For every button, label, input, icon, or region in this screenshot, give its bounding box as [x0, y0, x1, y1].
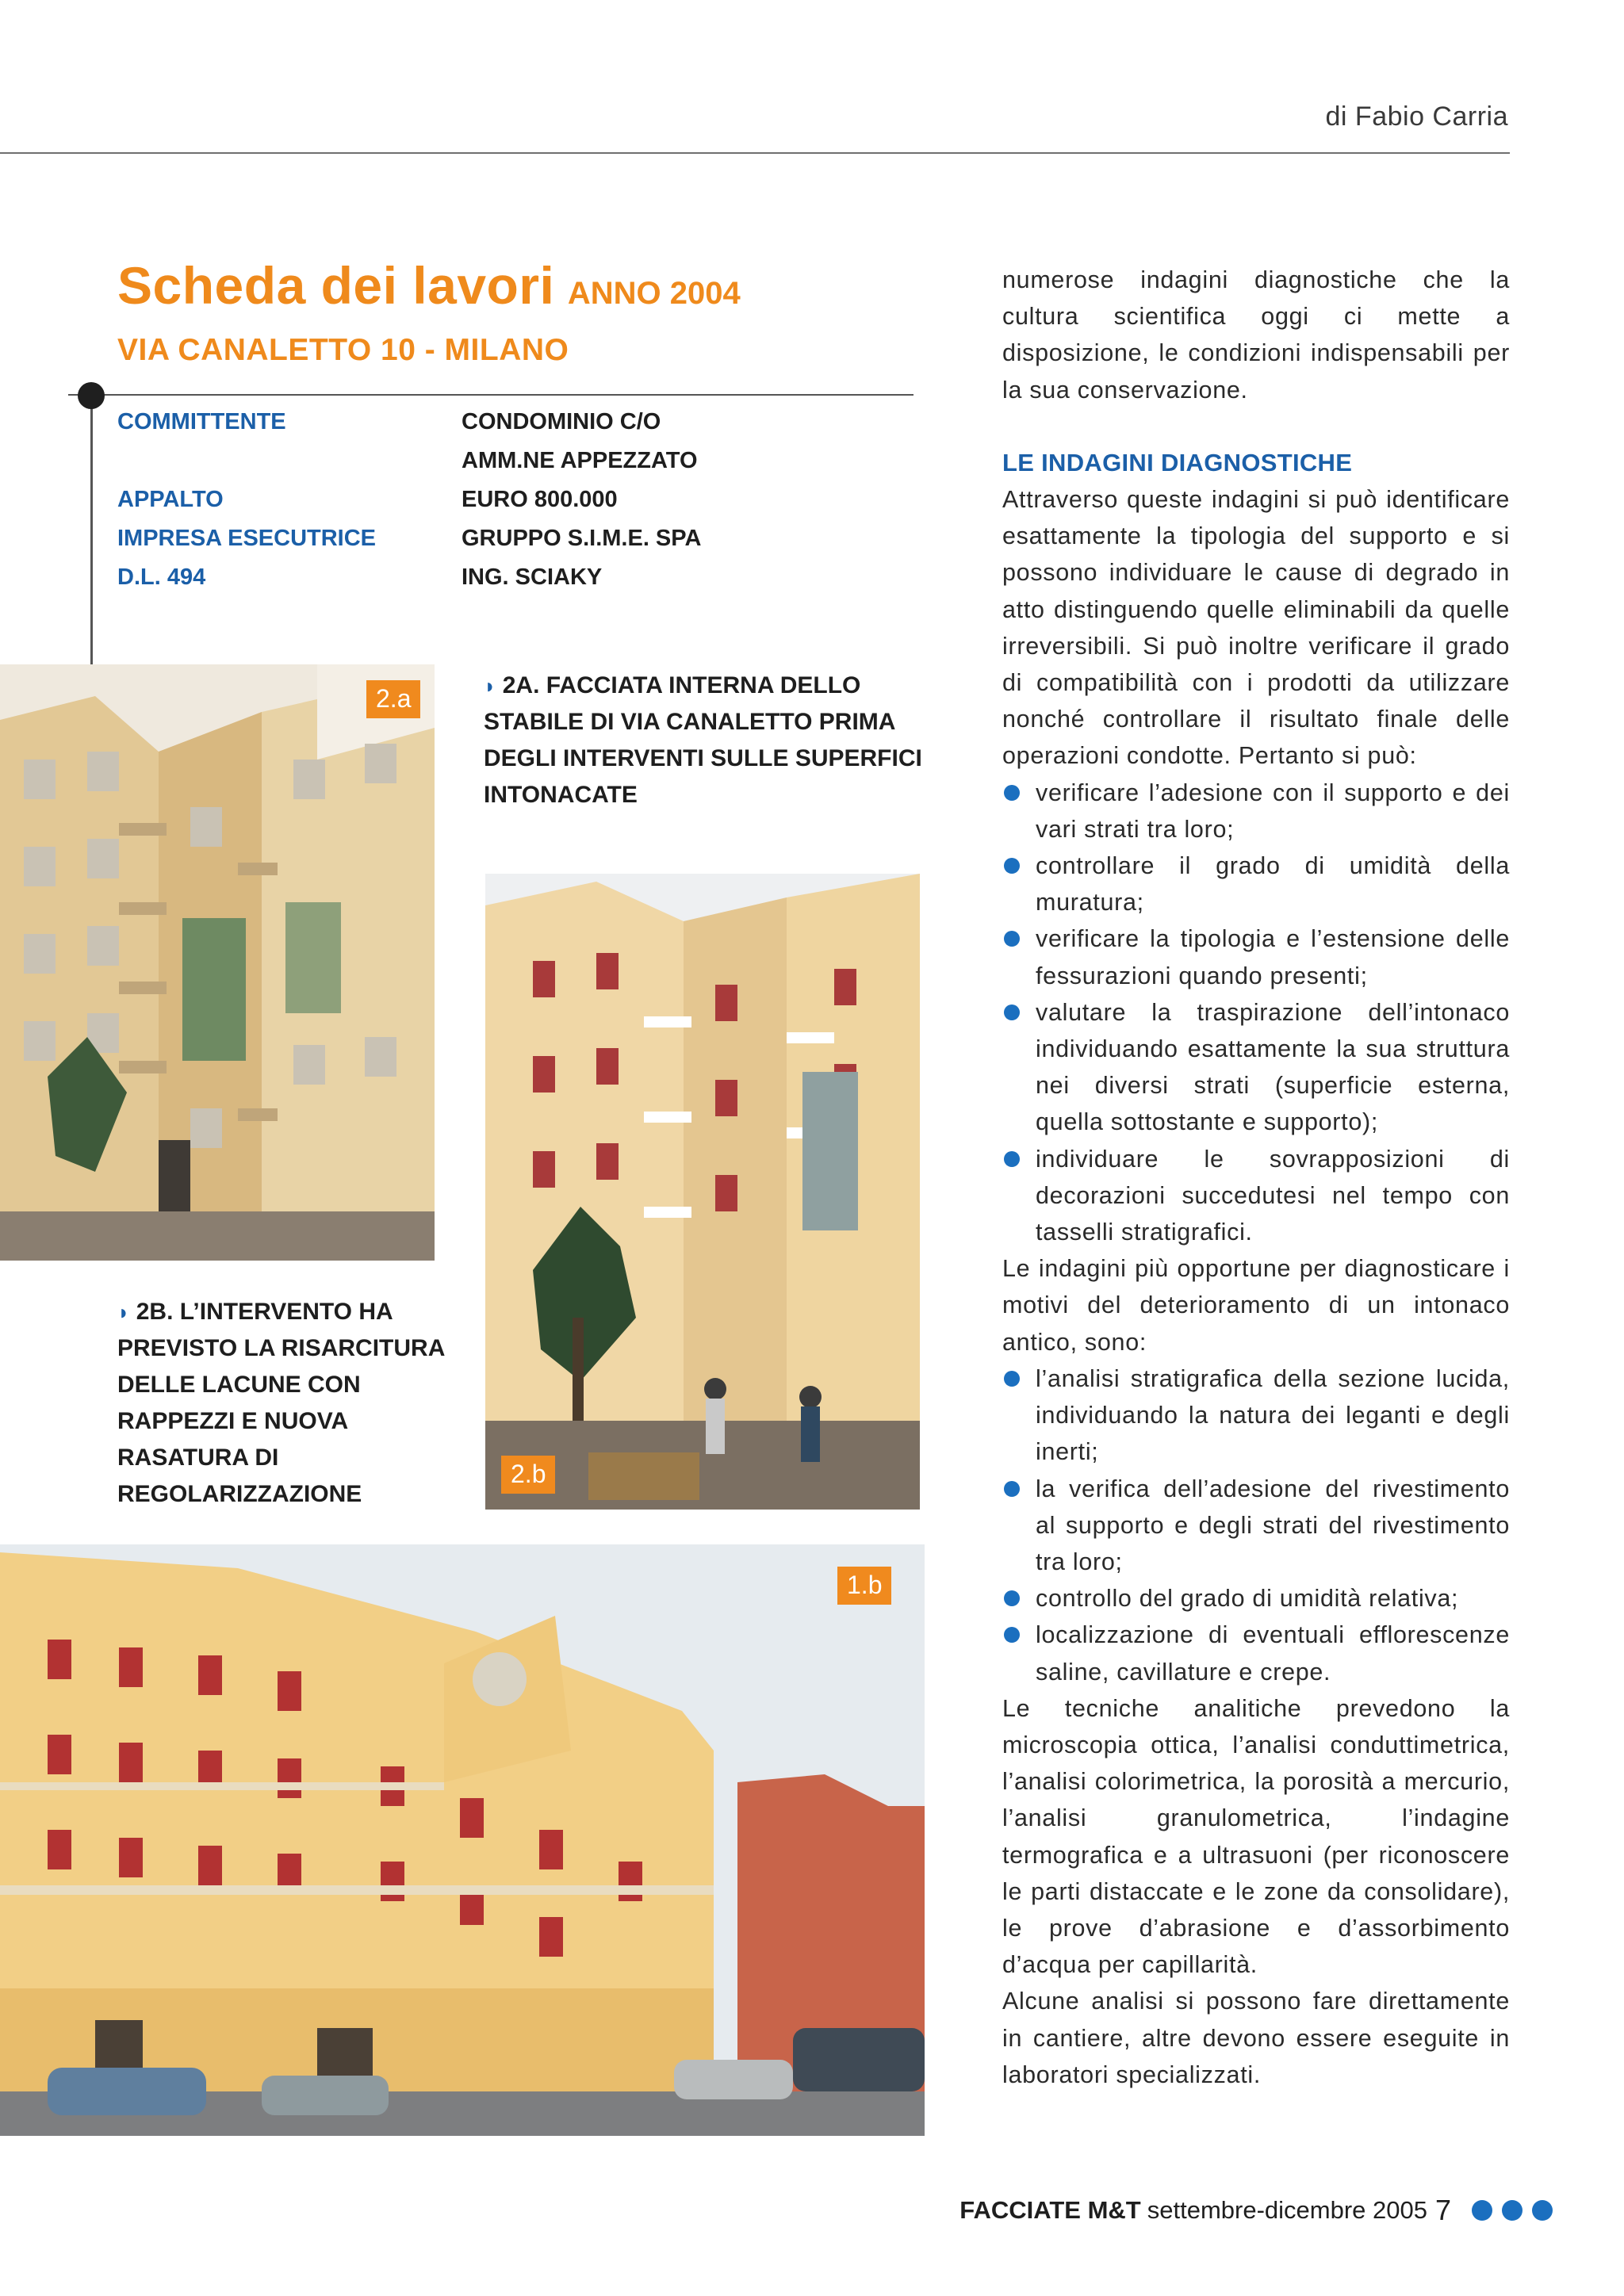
list-item	[1002, 1471, 1510, 1581]
list-item-text: verificare la tipologia e l’estensione delle fessurazioni quando presenti;	[1036, 925, 1510, 989]
bullet-icon	[1004, 1151, 1020, 1167]
list-item	[1002, 848, 1510, 920]
magazine-name: FACCIATE M&T	[959, 2196, 1141, 2224]
info-vertical-rule	[90, 390, 93, 664]
list-item	[1002, 775, 1510, 848]
info-value: GRUPPO S.I.M.E. SPA	[462, 526, 702, 551]
photo-tag-2a: 2.a	[366, 680, 420, 718]
list-item-text: individuare le sovrapposizioni di decorazioni succedutesi nel tempo con tasselli stratigrafici.	[1036, 1145, 1510, 1246]
bullet-icon	[1004, 785, 1020, 801]
photo-tag-1b: 1.b	[837, 1567, 891, 1605]
article-column	[1002, 262, 1510, 2093]
list-indagini-opportune	[1002, 1360, 1510, 1690]
bullet-icon	[1004, 1004, 1020, 1020]
photo-courtyard-before	[0, 664, 435, 1261]
info-value: ING. SCIAKY	[462, 564, 603, 590]
info-label: IMPRESA ESECUTRICE	[117, 526, 377, 551]
info-horizontal-rule	[68, 394, 914, 396]
caption-2a-text: 2A. FACCIATA INTERNA DELLO STABILE DI VIA CANALETTO PRIMA DEGLI INTERVENTI SULLE SUPERFICI INTONACATE	[484, 672, 922, 808]
list-item	[1002, 1141, 1510, 1251]
info-label: COMMITTENTE	[117, 409, 286, 434]
footer-dot-icon	[1532, 2200, 1553, 2221]
photo-street-facade	[0, 1544, 925, 2136]
info-value: CONDOMINIO C/O	[462, 409, 661, 434]
info-value: AMM.NE APPEZZATO	[462, 448, 698, 473]
caption-arrow-icon: ◗	[484, 674, 496, 698]
photo-courtyard-after	[485, 874, 920, 1510]
bullet-icon	[1004, 1590, 1020, 1606]
paragraph-3: Le tecniche analitiche prevedono la microscopia ottica, l’analisi conduttimetrica, l’analisi colorimetrica, la porosità a mercurio, l’analisi granulometrica, l’indagine termografica e a ultrasuoni (per riconoscere le parti distaccate e le zone da consolidare), le prove d’abrasione e d’assorbimento d’acqua per capillarità.	[1002, 1694, 1510, 1979]
info-label: D.L. 494	[117, 564, 206, 590]
info-value: EURO 800.000	[462, 487, 618, 512]
bullet-icon	[1004, 858, 1020, 874]
bullet-icon	[1004, 1481, 1020, 1497]
list-item-text: verificare l’adesione con il supporto e dei vari strati tra loro;	[1036, 779, 1510, 843]
list-item	[1002, 920, 1510, 993]
caption-2a	[484, 668, 928, 813]
list-item	[1002, 994, 1510, 1141]
section-heading: LE INDAGINI DIAGNOSTICHE	[1002, 448, 1353, 476]
page-footer	[959, 2194, 1553, 2227]
list-item	[1002, 1360, 1510, 1471]
intro-paragraph: numerose indagini diagnostiche che la cultura scientifica oggi ci mette a disposizione, le condizioni indispensabili per la sua conservazione.	[1002, 266, 1510, 404]
footer-dot-icon	[1472, 2200, 1492, 2221]
list-item-text: valutare la traspirazione dell’intonaco individuando esattamente la sua struttura nei diversi strati (superficie esterna, quella sottostante e supporto);	[1036, 998, 1510, 1136]
info-dot-marker	[78, 382, 105, 409]
page-title	[117, 255, 741, 316]
paragraph-1: Attraverso queste indagini si può identificare esattamente la tipologia del supporto e si possono individuare le cause di degrado in atto distinguendo quelle eliminabili da quelle irreversibili. Si può inoltre verificare il grado di compatibilità con i prodotti da utilizzare nonché controllare il risultato finale delle operazioni condotte. Pertanto si può:	[1002, 486, 1510, 770]
title-main: Scheda dei lavori	[117, 256, 555, 315]
byline: di Fabio Carria	[1325, 101, 1508, 132]
project-address: VIA CANALETTO 10 - MILANO	[117, 333, 569, 367]
list-item-text: l’analisi stratigrafica della sezione lucida, individuando la natura dei leganti e degli inerti;	[1036, 1364, 1510, 1466]
list-item-text: localizzazione di eventuali efflorescenze saline, cavillature e crepe.	[1036, 1621, 1510, 1686]
list-item-text: controllare il grado di umidità della muratura;	[1036, 852, 1510, 916]
list-item	[1002, 1617, 1510, 1689]
caption-arrow-icon: ◗	[117, 1300, 130, 1324]
title-year: ANNO 2004	[567, 276, 741, 311]
header-rule	[0, 152, 1510, 154]
list-item-text: controllo del grado di umidità relativa;	[1036, 1585, 1459, 1613]
info-label: APPALTO	[117, 487, 224, 512]
caption-2b-text: 2B. L’INTERVENTO HA PREVISTO LA RISARCITURA DELLE LACUNE CON RAPPEZZI E NUOVA RASATURA DI REGOLARIZZAZIONE	[117, 1299, 446, 1507]
list-item	[1002, 1580, 1510, 1617]
caption-2b	[117, 1294, 482, 1513]
photo-tag-2b: 2.b	[501, 1456, 555, 1494]
footer-dot-icon	[1502, 2200, 1522, 2221]
issue-date: settembre-dicembre 2005	[1147, 2196, 1427, 2224]
paragraph-2: Le indagini più opportune per diagnosticare i motivi del deterioramento di un intonaco antico, sono:	[1002, 1255, 1510, 1356]
list-indagini-verifiche	[1002, 775, 1510, 1251]
list-item-text: la verifica dell’adesione del rivestimento al supporto e degli strati del rivestimento tra loro;	[1036, 1475, 1510, 1575]
bullet-icon	[1004, 1371, 1020, 1387]
page-number: 7	[1434, 2194, 1451, 2226]
bullet-icon	[1004, 931, 1020, 947]
paragraph-4: Alcune analisi si possono fare direttamente in cantiere, altre devono essere eseguite in laboratori specializzati.	[1002, 1988, 1510, 2088]
bullet-icon	[1004, 1627, 1020, 1643]
